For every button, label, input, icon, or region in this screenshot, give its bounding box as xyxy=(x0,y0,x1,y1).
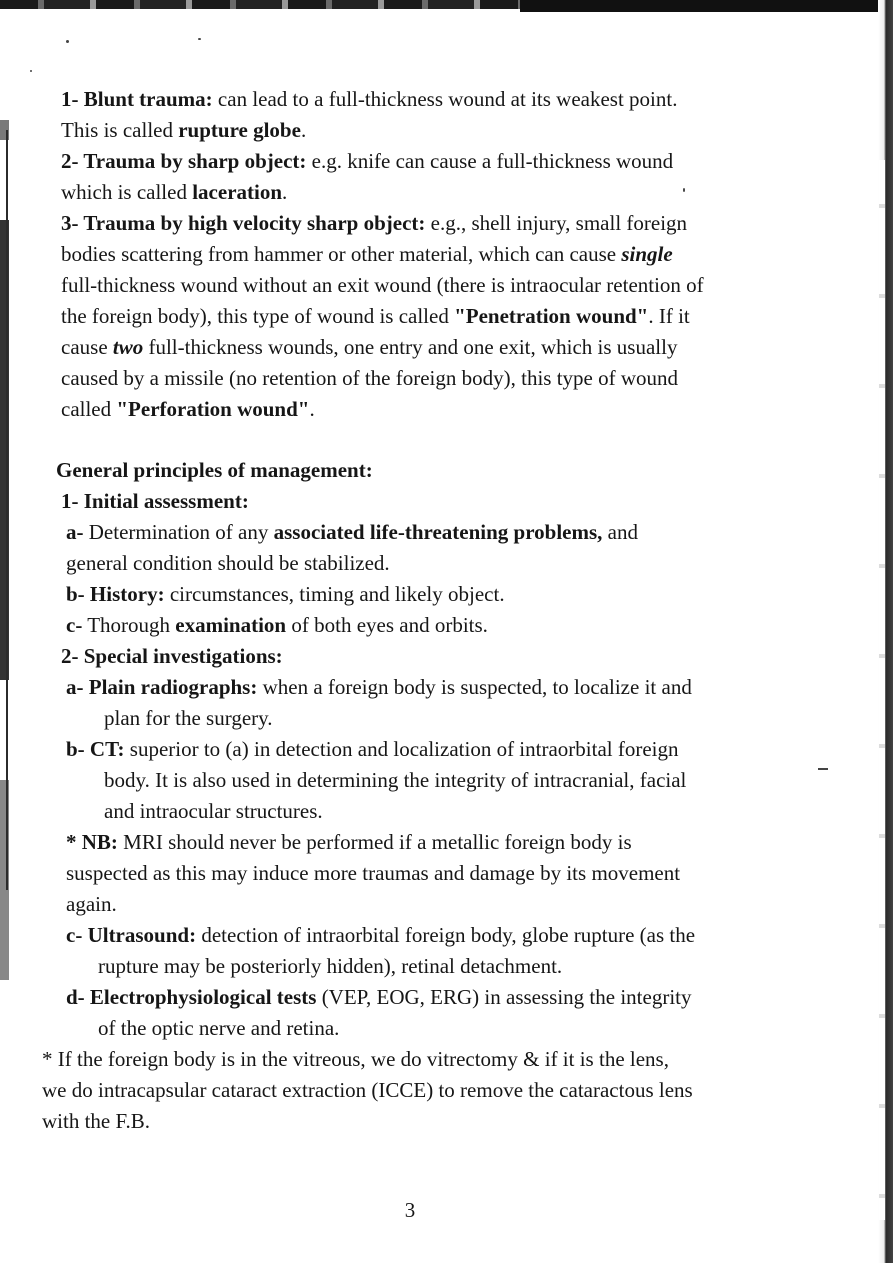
text: and xyxy=(602,520,638,544)
text: of both eyes and orbits. xyxy=(286,613,488,637)
subsection-title: 2- Special investigations: xyxy=(61,644,283,668)
text: (VEP, EOG, ERG) in assessing the integrity xyxy=(316,985,692,1009)
trauma-item-2-cont xyxy=(61,177,782,208)
text: . xyxy=(282,180,288,204)
trauma-item-3-cont xyxy=(61,332,782,363)
text: bodies scattering from hammer or other material, which can cause xyxy=(61,242,622,266)
special-item-b-cont xyxy=(104,765,782,796)
scan-speck xyxy=(66,40,69,43)
text: This is called xyxy=(61,118,179,142)
initial-item-c xyxy=(66,610,782,641)
trauma-item-1 xyxy=(61,84,782,115)
text: detection of intraorbital foreign body, globe rupture (as the xyxy=(196,923,696,947)
text: caused by a missile (no retention of the foreign body), this type of wound xyxy=(61,366,679,390)
initial-item-a-cont xyxy=(66,548,782,579)
trauma-item-3-cont xyxy=(61,394,782,425)
special-item-b-cont xyxy=(104,796,782,827)
bold-term: rupture globe xyxy=(178,118,301,142)
page-number: 3 xyxy=(404,1198,416,1222)
item-lead: 2- Trauma by sharp object: xyxy=(61,149,307,173)
bold-term: examination xyxy=(175,613,287,637)
item-text: e.g., shell injury, small foreign xyxy=(425,211,688,235)
text: * If the foreign body is in the vitreous, we do vitrectomy & if it is the lens, xyxy=(42,1047,669,1071)
text: circumstances, timing and likely object. xyxy=(164,582,505,606)
initial-item-a xyxy=(66,517,782,548)
scan-speck xyxy=(818,768,828,770)
special-note-nb-cont xyxy=(66,889,782,920)
trauma-item-3 xyxy=(61,208,782,239)
item-label: c- Ultrasound: xyxy=(66,923,197,947)
text: and intraocular structures. xyxy=(104,799,323,823)
initial-item-b xyxy=(66,579,782,610)
trauma-item-1-cont xyxy=(61,115,782,146)
item-lead: 3- Trauma by high velocity sharp object: xyxy=(61,211,426,235)
text: plan for the surgery. xyxy=(104,706,273,730)
trauma-item-3-cont xyxy=(61,363,782,394)
bold-term: "Penetration wound" xyxy=(454,304,649,328)
text: Determination of any xyxy=(83,520,274,544)
trauma-item-3-cont xyxy=(61,270,782,301)
item-label: a- Plain radiographs: xyxy=(66,675,258,699)
text: called xyxy=(61,397,117,421)
text: full-thickness wounds, one entry and one exit, which is usually xyxy=(143,335,678,359)
special-note-nb xyxy=(66,827,782,858)
text: general condition should be stabilized. xyxy=(66,551,390,575)
bold-term: laceration xyxy=(192,180,283,204)
text: superior to (a) in detection and localization of intraorbital foreign xyxy=(124,737,679,761)
special-item-d xyxy=(66,982,782,1013)
text: Thorough xyxy=(82,613,176,637)
text: again. xyxy=(66,892,117,916)
foreign-body-note-cont xyxy=(42,1075,782,1106)
item-label: a- xyxy=(66,520,84,544)
text: MRI should never be performed if a metallic foreign body is xyxy=(117,830,632,854)
text: the foreign body), this type of wound is called xyxy=(61,304,455,328)
text: body. It is also used in determining the integrity of intracranial, facial xyxy=(104,768,687,792)
special-item-b xyxy=(66,734,782,765)
scan-speck xyxy=(198,38,201,40)
special-item-d-cont xyxy=(98,1013,782,1044)
text: . If it xyxy=(648,304,690,328)
scan-right-edge-marks xyxy=(879,160,885,1220)
text: which is called xyxy=(61,180,193,204)
scan-top-edge-dark xyxy=(520,0,893,12)
trauma-item-3-cont xyxy=(61,301,782,332)
bold-term: two xyxy=(112,335,144,359)
special-item-c xyxy=(66,920,782,951)
bold-term: "Perforation wound" xyxy=(116,397,310,421)
text: we do intracapsular cataract extraction (ICCE) to remove the cataractous lens xyxy=(42,1078,693,1102)
bold-term: single xyxy=(621,242,673,266)
scan-left-line xyxy=(6,130,8,890)
item-lead: 1- Blunt trauma: xyxy=(61,87,213,111)
special-item-a xyxy=(66,672,782,703)
text: of the optic nerve and retina. xyxy=(98,1016,340,1040)
spacer xyxy=(42,425,782,455)
item-label: d- Electrophysiological tests xyxy=(66,985,317,1009)
foreign-body-note-cont xyxy=(42,1106,782,1137)
text: suspected as this may induce more traumas and damage by its movement xyxy=(66,861,681,885)
document-body xyxy=(42,84,782,1137)
item-label: b- CT: xyxy=(66,737,125,761)
special-item-a-cont xyxy=(104,703,782,734)
special-note-nb-cont xyxy=(66,858,782,889)
trauma-item-2 xyxy=(61,146,782,177)
bold-term: associated life-threatening problems, xyxy=(273,520,603,544)
text: when a foreign body is suspected, to localize it and xyxy=(257,675,692,699)
special-item-c-cont xyxy=(98,951,782,982)
item-label: b- History: xyxy=(66,582,165,606)
text: rupture may be posteriorly hidden), retinal detachment. xyxy=(98,954,563,978)
heading-text: General principles of management: xyxy=(56,458,373,482)
item-label: * NB: xyxy=(66,830,118,854)
item-text: e.g. knife can cause a full-thickness wound xyxy=(306,149,674,173)
subsection-special xyxy=(61,641,782,672)
trauma-item-3-cont xyxy=(61,239,782,270)
text: with the F.B. xyxy=(42,1109,150,1133)
text: . xyxy=(309,397,315,421)
text: . xyxy=(300,118,307,142)
section-heading xyxy=(56,455,782,486)
subsection-title: 1- Initial assessment: xyxy=(61,489,249,513)
item-text: can lead to a full-thickness wound at its weakest point. xyxy=(212,87,678,111)
item-label: c- xyxy=(66,613,83,637)
text: cause xyxy=(61,335,113,359)
foreign-body-note xyxy=(42,1044,782,1075)
scan-speck xyxy=(30,70,32,72)
subsection-initial xyxy=(61,486,782,517)
text: full-thickness wound without an exit wound (there is intraocular retention of xyxy=(61,273,704,297)
